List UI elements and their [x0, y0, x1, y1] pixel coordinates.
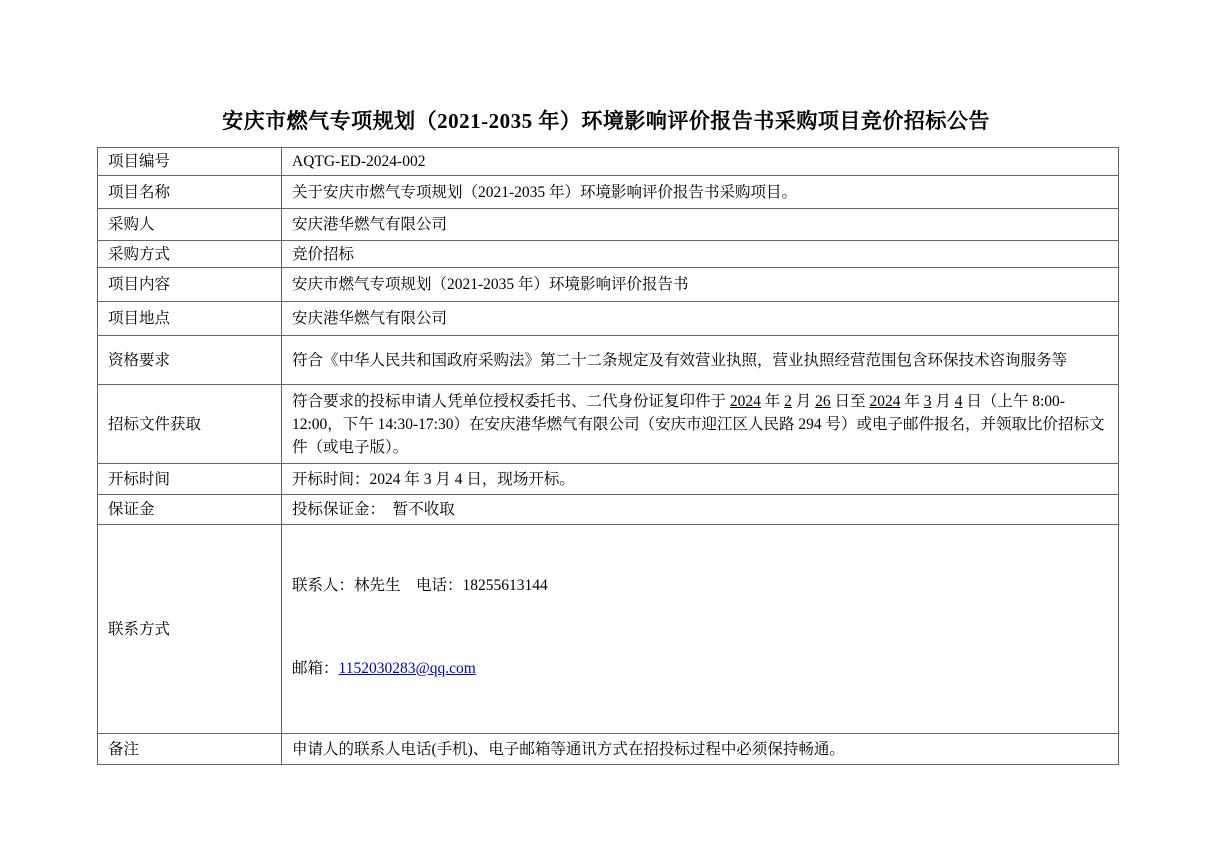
text-segment: 日（上午 8:00-12:00，下午 14:30-17:30）在安庆港华燃气有限公司（安庆市迎江区人民路 294 号）或电子邮件报名，并领取比价招标文件（或电子版）。	[292, 392, 1105, 456]
value-purchaser: 安庆港华燃气有限公司	[282, 209, 1119, 241]
contact-email-line	[292, 657, 1110, 680]
value-bid-opening-time: 开标时间：2024 年 3 月 4 日，现场开标。	[282, 464, 1119, 495]
value-project-location: 安庆港华燃气有限公司	[282, 302, 1119, 336]
text-segment: 月	[931, 392, 955, 410]
text-segment: 月	[791, 392, 816, 410]
value-remarks: 申请人的联系人电话(手机)、电子邮箱等通讯方式在招投标过程中必须保持畅通。	[282, 734, 1119, 765]
table-row-remarks	[98, 734, 1119, 765]
table-row-qualification-requirements	[98, 336, 1119, 385]
table-row-bid-opening-time	[98, 464, 1119, 495]
text-segment: 符合要求的投标申请人凭单位授权委托书、二代身份证复印件于	[292, 392, 730, 410]
label-project-name: 项目名称	[98, 176, 282, 209]
table-row-purchaser	[98, 209, 1119, 241]
contact-person-line: 联系人：林先生 电话：18255613144	[292, 577, 548, 594]
label-project-location: 项目地点	[98, 302, 282, 336]
value-qualification-requirements: 符合《中华人民共和国政府采购法》第二十二条规定及有效营业执照，营业执照经营范围包含环保技术咨询服务等	[282, 336, 1119, 385]
table-row-project-location	[98, 302, 1119, 336]
table-row-project-content	[98, 268, 1119, 302]
text-segment: 年	[900, 392, 924, 410]
tender-info-table	[97, 147, 1119, 765]
underlined-date-segment: 2	[784, 392, 792, 410]
label-purchase-method: 采购方式	[98, 241, 282, 268]
label-qualification-requirements: 资格要求	[98, 336, 282, 385]
table-row-project-name	[98, 176, 1119, 209]
label-contact-info: 联系方式	[98, 525, 282, 734]
text-segment: 日至	[830, 392, 870, 410]
email-link[interactable]: 1152030283@qq.com	[338, 660, 476, 677]
value-contact-info	[282, 525, 1119, 734]
label-project-number: 项目编号	[98, 148, 282, 176]
table-row-project-number	[98, 148, 1119, 176]
table-row-document-acquisition	[98, 385, 1119, 464]
table-row-purchase-method	[98, 241, 1119, 268]
label-deposit: 保证金	[98, 495, 282, 525]
email-label: 邮箱：	[292, 660, 339, 677]
page-title: 安庆市燃气专项规划（2021-2035 年）环境影响评价报告书采购项目竞价招标公告	[222, 109, 990, 133]
table-row-contact-info	[98, 525, 1119, 734]
underlined-date-segment: 3	[923, 392, 932, 410]
underlined-date-segment: 4	[954, 392, 963, 410]
label-document-acquisition: 招标文件获取	[98, 385, 282, 464]
value-project-content: 安庆市燃气专项规划（2021-2035 年）环境影响评价报告书	[282, 268, 1119, 302]
underlined-date-segment: 2024	[729, 392, 761, 410]
label-remarks: 备注	[98, 734, 282, 765]
label-purchaser: 采购人	[98, 209, 282, 241]
value-project-number: AQTG-ED-2024-002	[282, 148, 1119, 176]
underlined-date-segment: 2024	[869, 392, 901, 410]
table-row-deposit	[98, 495, 1119, 525]
value-project-name: 关于安庆市燃气专项规划（2021-2035 年）环境影响评价报告书采购项目。	[282, 176, 1119, 209]
text-segment: 年	[760, 392, 785, 410]
value-document-acquisition	[282, 385, 1119, 464]
value-purchase-method: 竞价招标	[282, 241, 1119, 268]
value-deposit: 投标保证金： 暂不收取	[282, 495, 1119, 525]
label-bid-opening-time: 开标时间	[98, 464, 282, 495]
label-project-content: 项目内容	[98, 268, 282, 302]
underlined-date-segment: 26	[815, 392, 831, 410]
